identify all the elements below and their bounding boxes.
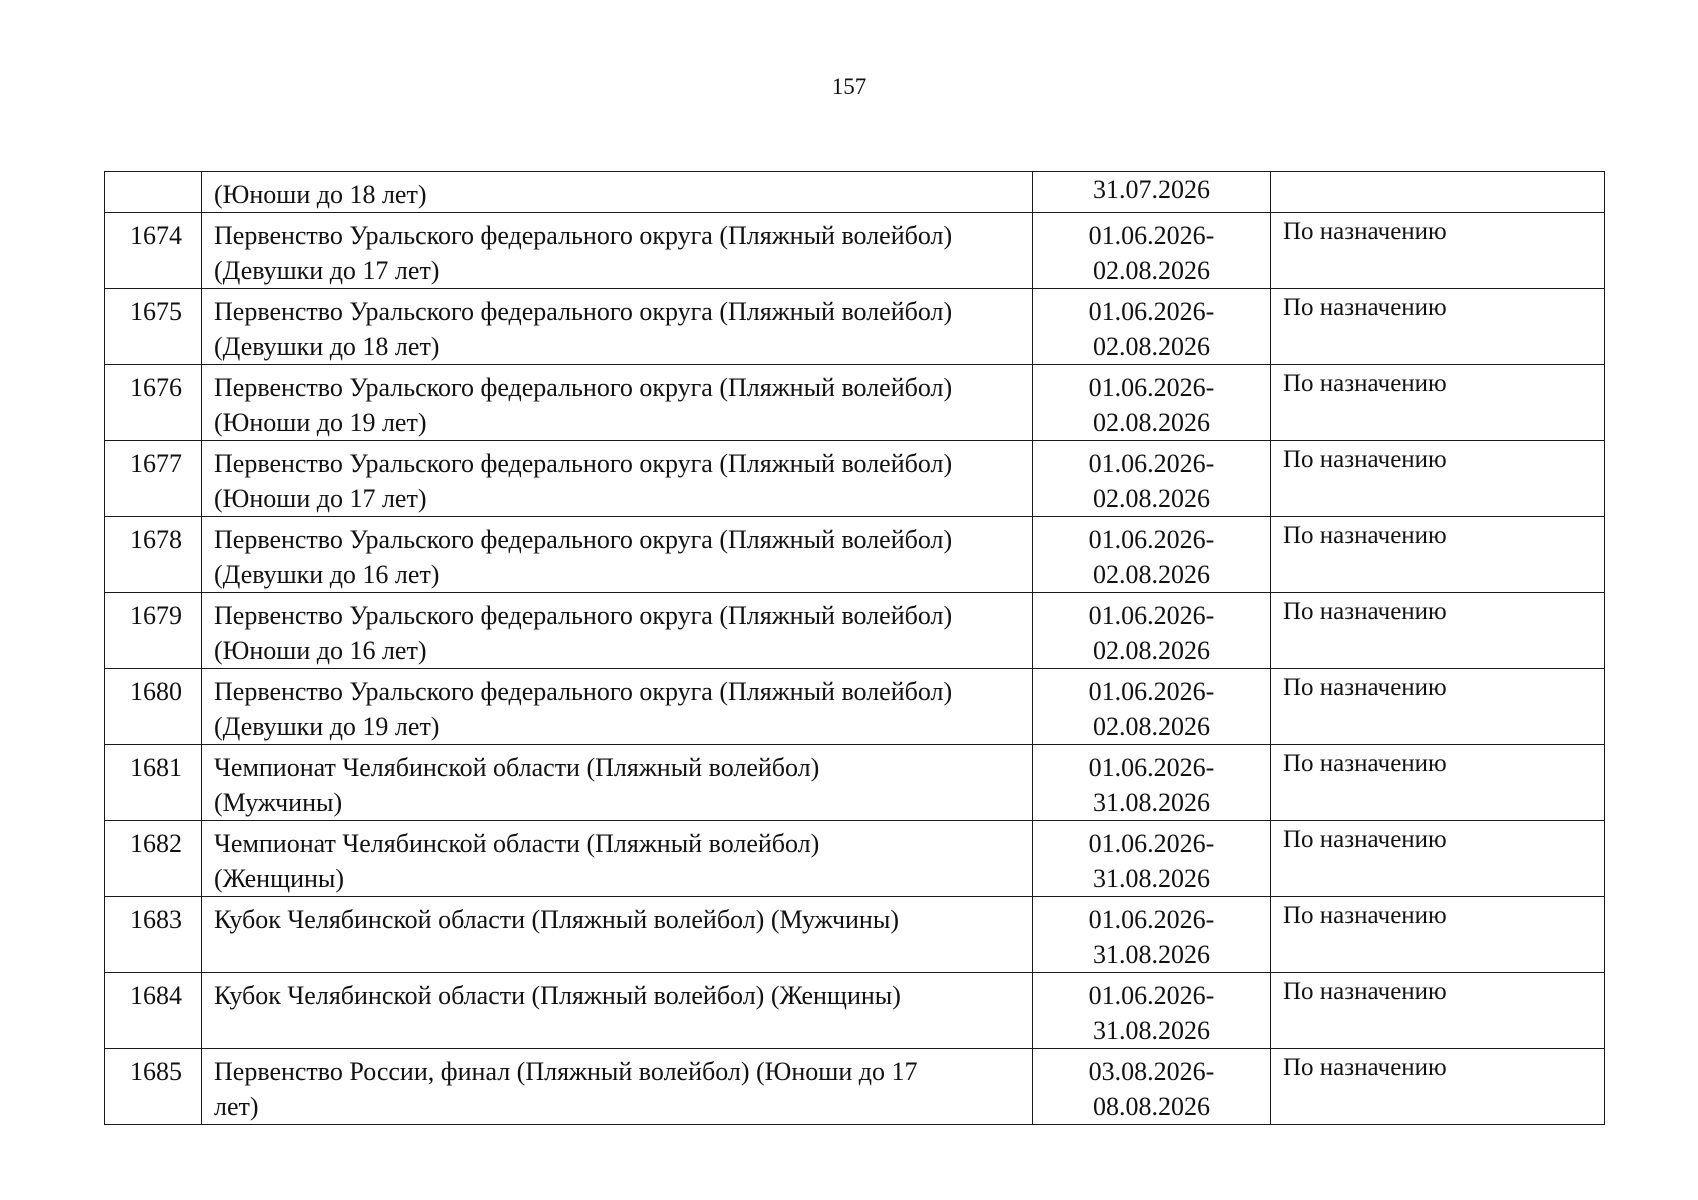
date-start: 01.06.2026- [1088, 905, 1215, 934]
table-row [105, 289, 1605, 365]
event-name-cell [202, 973, 1033, 1049]
table-row-continuation [105, 172, 1605, 213]
event-dates-cell [1033, 441, 1271, 517]
event-name-line: Первенство Уральского федерального округа (Пляжный волейбол) [214, 601, 953, 630]
event-dates-cell [1033, 593, 1271, 669]
event-place-cell: По назначению [1271, 1049, 1605, 1125]
date-end: 31.07.2026 [1093, 175, 1210, 204]
table-row [105, 669, 1605, 745]
date-end: 02.08.2026 [1093, 256, 1210, 285]
event-name-cell [202, 821, 1033, 897]
row-number-cell: 1681 [105, 745, 202, 821]
table-row [105, 897, 1605, 973]
event-dates-cell [1033, 973, 1271, 1049]
event-place-cell: По назначению [1271, 365, 1605, 441]
event-name-cell [202, 1049, 1033, 1125]
event-place-cell: По назначению [1271, 441, 1605, 517]
table-row [105, 821, 1605, 897]
events-table [104, 171, 1605, 1125]
event-name-line: Кубок Челябинской области (Пляжный волейбол) (Женщины) [214, 981, 901, 1010]
event-dates-cell [1033, 669, 1271, 745]
event-place-cell: По назначению [1271, 593, 1605, 669]
date-end: 31.08.2026 [1093, 1016, 1210, 1045]
date-start: 01.06.2026- [1088, 221, 1215, 250]
date-start: 01.06.2026- [1088, 297, 1215, 326]
date-end: 08.08.2026 [1093, 1092, 1210, 1121]
date-end: 02.08.2026 [1093, 560, 1210, 589]
event-place-cell: По назначению [1271, 973, 1605, 1049]
event-name-cell [202, 365, 1033, 441]
event-dates-cell [1033, 517, 1271, 593]
date-end: 31.08.2026 [1093, 940, 1210, 969]
event-place-cell [1271, 172, 1605, 213]
event-name-line: лет) [214, 1092, 259, 1121]
table-row [105, 213, 1605, 289]
event-name-line: (Юноши до 18 лет) [214, 180, 427, 209]
event-name-line: (Девушки до 17 лет) [214, 256, 440, 285]
date-end: 02.08.2026 [1093, 484, 1210, 513]
date-end: 31.08.2026 [1093, 864, 1210, 893]
event-name-line: (Женщины) [214, 864, 345, 893]
date-start: 01.06.2026- [1088, 601, 1215, 630]
date-end: 02.08.2026 [1093, 636, 1210, 665]
date-end: 31.08.2026 [1093, 788, 1210, 817]
event-name-line: Первенство Уральского федерального округа (Пляжный волейбол) [214, 221, 953, 250]
date-start: 03.08.2026- [1088, 1057, 1215, 1086]
event-name-cell [202, 441, 1033, 517]
event-name-line: Первенство Уральского федерального округа (Пляжный волейбол) [214, 297, 953, 326]
event-dates-cell [1033, 365, 1271, 441]
event-place-cell: По назначению [1271, 669, 1605, 745]
event-place-cell: По назначению [1271, 289, 1605, 365]
event-name-line: (Юноши до 16 лет) [214, 636, 427, 665]
event-name-cell [202, 669, 1033, 745]
event-dates-cell [1033, 289, 1271, 365]
event-name-line: (Юноши до 19 лет) [214, 408, 427, 437]
table-row [105, 441, 1605, 517]
date-end: 02.08.2026 [1093, 332, 1210, 361]
event-dates-cell [1033, 897, 1271, 973]
event-name-line: (Юноши до 17 лет) [214, 484, 427, 513]
event-name-line: (Мужчины) [214, 788, 343, 817]
event-name-cell [202, 897, 1033, 973]
table-row [105, 517, 1605, 593]
date-start: 01.06.2026- [1088, 829, 1215, 858]
date-start: 01.06.2026- [1088, 981, 1215, 1010]
row-number-cell: 1683 [105, 897, 202, 973]
date-end: 02.08.2026 [1093, 712, 1210, 741]
date-start: 01.06.2026- [1088, 677, 1215, 706]
event-name-cell [202, 213, 1033, 289]
row-number-cell: 1675 [105, 289, 202, 365]
event-name-cell [202, 517, 1033, 593]
row-number-cell: 1680 [105, 669, 202, 745]
row-number-cell [105, 172, 202, 213]
row-number-cell: 1676 [105, 365, 202, 441]
date-start: 01.06.2026- [1088, 753, 1215, 782]
table-row [105, 1049, 1605, 1125]
table-row [105, 973, 1605, 1049]
date-start: 01.06.2026- [1088, 373, 1215, 402]
row-number-cell: 1678 [105, 517, 202, 593]
event-name-cell [202, 289, 1033, 365]
event-dates-cell [1033, 172, 1271, 213]
event-name-line: Первенство России, финал (Пляжный волейбол) (Юноши до 17 [214, 1057, 918, 1086]
row-number-cell: 1674 [105, 213, 202, 289]
table-row [105, 365, 1605, 441]
event-name-line: (Девушки до 18 лет) [214, 332, 440, 361]
row-number-cell: 1679 [105, 593, 202, 669]
row-number-cell: 1684 [105, 973, 202, 1049]
event-name-line: Первенство Уральского федерального округа (Пляжный волейбол) [214, 373, 953, 402]
event-name-line: Первенство Уральского федерального округа (Пляжный волейбол) [214, 525, 953, 554]
event-dates-cell [1033, 821, 1271, 897]
event-dates-cell [1033, 213, 1271, 289]
date-start: 01.06.2026- [1088, 525, 1215, 554]
event-name-line: Чемпионат Челябинской области (Пляжный волейбол) [214, 753, 820, 782]
event-place-cell: По назначению [1271, 517, 1605, 593]
row-number-cell: 1677 [105, 441, 202, 517]
row-number-cell: 1682 [105, 821, 202, 897]
event-name-cell [202, 172, 1033, 213]
event-name-line: Кубок Челябинской области (Пляжный волейбол) (Мужчины) [214, 905, 899, 934]
event-name-line: Первенство Уральского федерального округа (Пляжный волейбол) [214, 449, 953, 478]
event-place-cell: По назначению [1271, 897, 1605, 973]
event-name-cell [202, 593, 1033, 669]
date-start: 01.06.2026- [1088, 449, 1215, 478]
event-dates-cell [1033, 745, 1271, 821]
event-name-line: Чемпионат Челябинской области (Пляжный волейбол) [214, 829, 820, 858]
event-name-line: (Девушки до 19 лет) [214, 712, 440, 741]
page-number: 157 [831, 74, 867, 99]
row-number-cell: 1685 [105, 1049, 202, 1125]
event-place-cell: По назначению [1271, 745, 1605, 821]
table-row [105, 593, 1605, 669]
event-name-cell [202, 745, 1033, 821]
event-place-cell: По назначению [1271, 821, 1605, 897]
event-place-cell: По назначению [1271, 213, 1605, 289]
event-name-line: (Девушки до 16 лет) [214, 560, 440, 589]
event-name-line: Первенство Уральского федерального округа (Пляжный волейбол) [214, 677, 953, 706]
date-end: 02.08.2026 [1093, 408, 1210, 437]
events-table-body [105, 172, 1605, 1125]
event-dates-cell [1033, 1049, 1271, 1125]
table-row [105, 745, 1605, 821]
